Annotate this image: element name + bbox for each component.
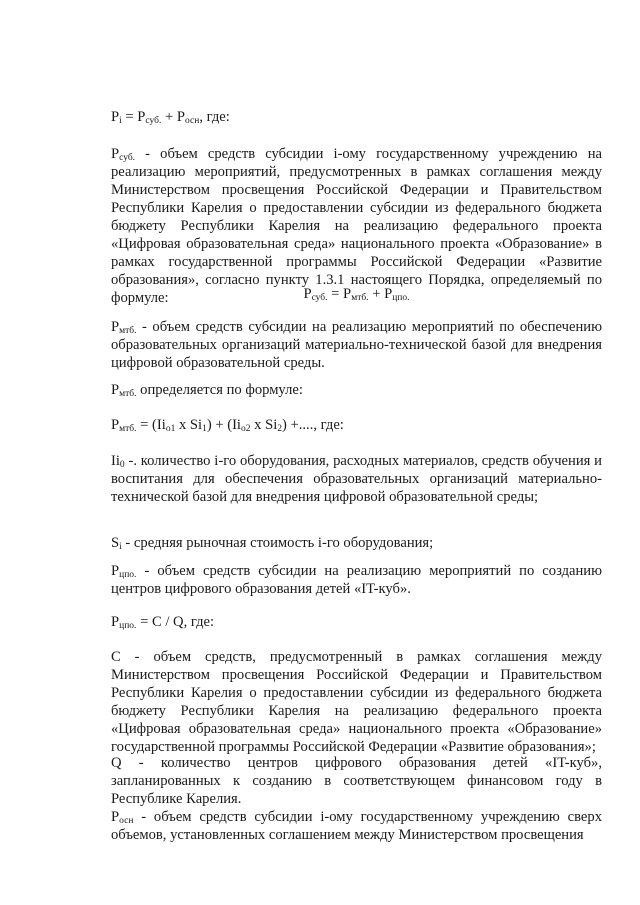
formula-p-mtb: $P_{мтб.} = (Ii_{о1}$ x $Si_1) + (Ii_{о2}$ x $Si_2$) +...., где: (111, 417, 344, 434)
c-definition: C - объем средств, предусмотренный в рамках соглашения между Министерством просвещения Российской Федерации и Правительством Республики Карелия о предоставлении субсидии из федерального бюджета бюджету Республики Карелия на реализацию федерального проекта «Цифровая образовательная среда» национального проекта «Образование» государственной программы Российской Федерации «Развитие образования»; (111, 649, 602, 755)
p-sub-definition: $P_{суб.}$ - объем средств субсидии i-ому государственному учреждению на реализацию мероприятий, предусмотренных в рамках соглашения между Министерством просвещения Российской Федерации и Правительством Республики Карелия о предоставлении субсидии из федерального бюджета бюджету Республики Карелия на реализацию федерального проекта «Цифровая образовательная среда» национального проекта «Образование» в рамках государственной программы Российской Федерации «Развитие образования», согласно пункту 1.3.1 настоящего Порядка, определяемый по формуле: (111, 146, 602, 306)
ii-definition: $Ii_0$ -. количество i-го оборудования, расходных материалов, средств обучения и воспитания для обеспечения образовательных организаций материально-технической базой для внедрения цифровой образовательной среды; (111, 453, 602, 505)
formula-p-cpo: $P_{цпо.} = C / Q$, где: (111, 614, 215, 631)
p-osn-definition: $P_{осн}$ - объем средств субсидии i-ому государственному учреждению сверх объемов, установленных соглашением между Министерством просвещения (111, 809, 602, 843)
si-definition: $S_i$ - средняя рыночная стоимость i-го оборудования; (111, 535, 434, 552)
p-mtb-definition: $P_{мтб.}$ - объем средств субсидии на реализацию мероприятий по обеспечению образовательных организаций материально-технической базой для внедрения цифровой образовательной среды. (111, 319, 602, 371)
formula-p-i: $P_i = P_{суб.} + P_{осн}$, где: (111, 109, 230, 126)
p-mtb-intro: $P_{мтб.}$ определяется по формуле: (111, 382, 303, 399)
formula-p-sub: $P_{суб.} = P_{мтб.} + P_{цпо.}$ (303, 286, 410, 303)
q-definition: Q - количество центров цифрового образования детей «IT-куб», запланированных к созданию в соответствующем финансовом году в Республике Карелия. (111, 755, 602, 807)
p-cpo-definition: $P_{цпо.}$ - объем средств субсидии на реализацию мероприятий по созданию центров цифрового образования детей «IT-куб». (111, 563, 602, 597)
